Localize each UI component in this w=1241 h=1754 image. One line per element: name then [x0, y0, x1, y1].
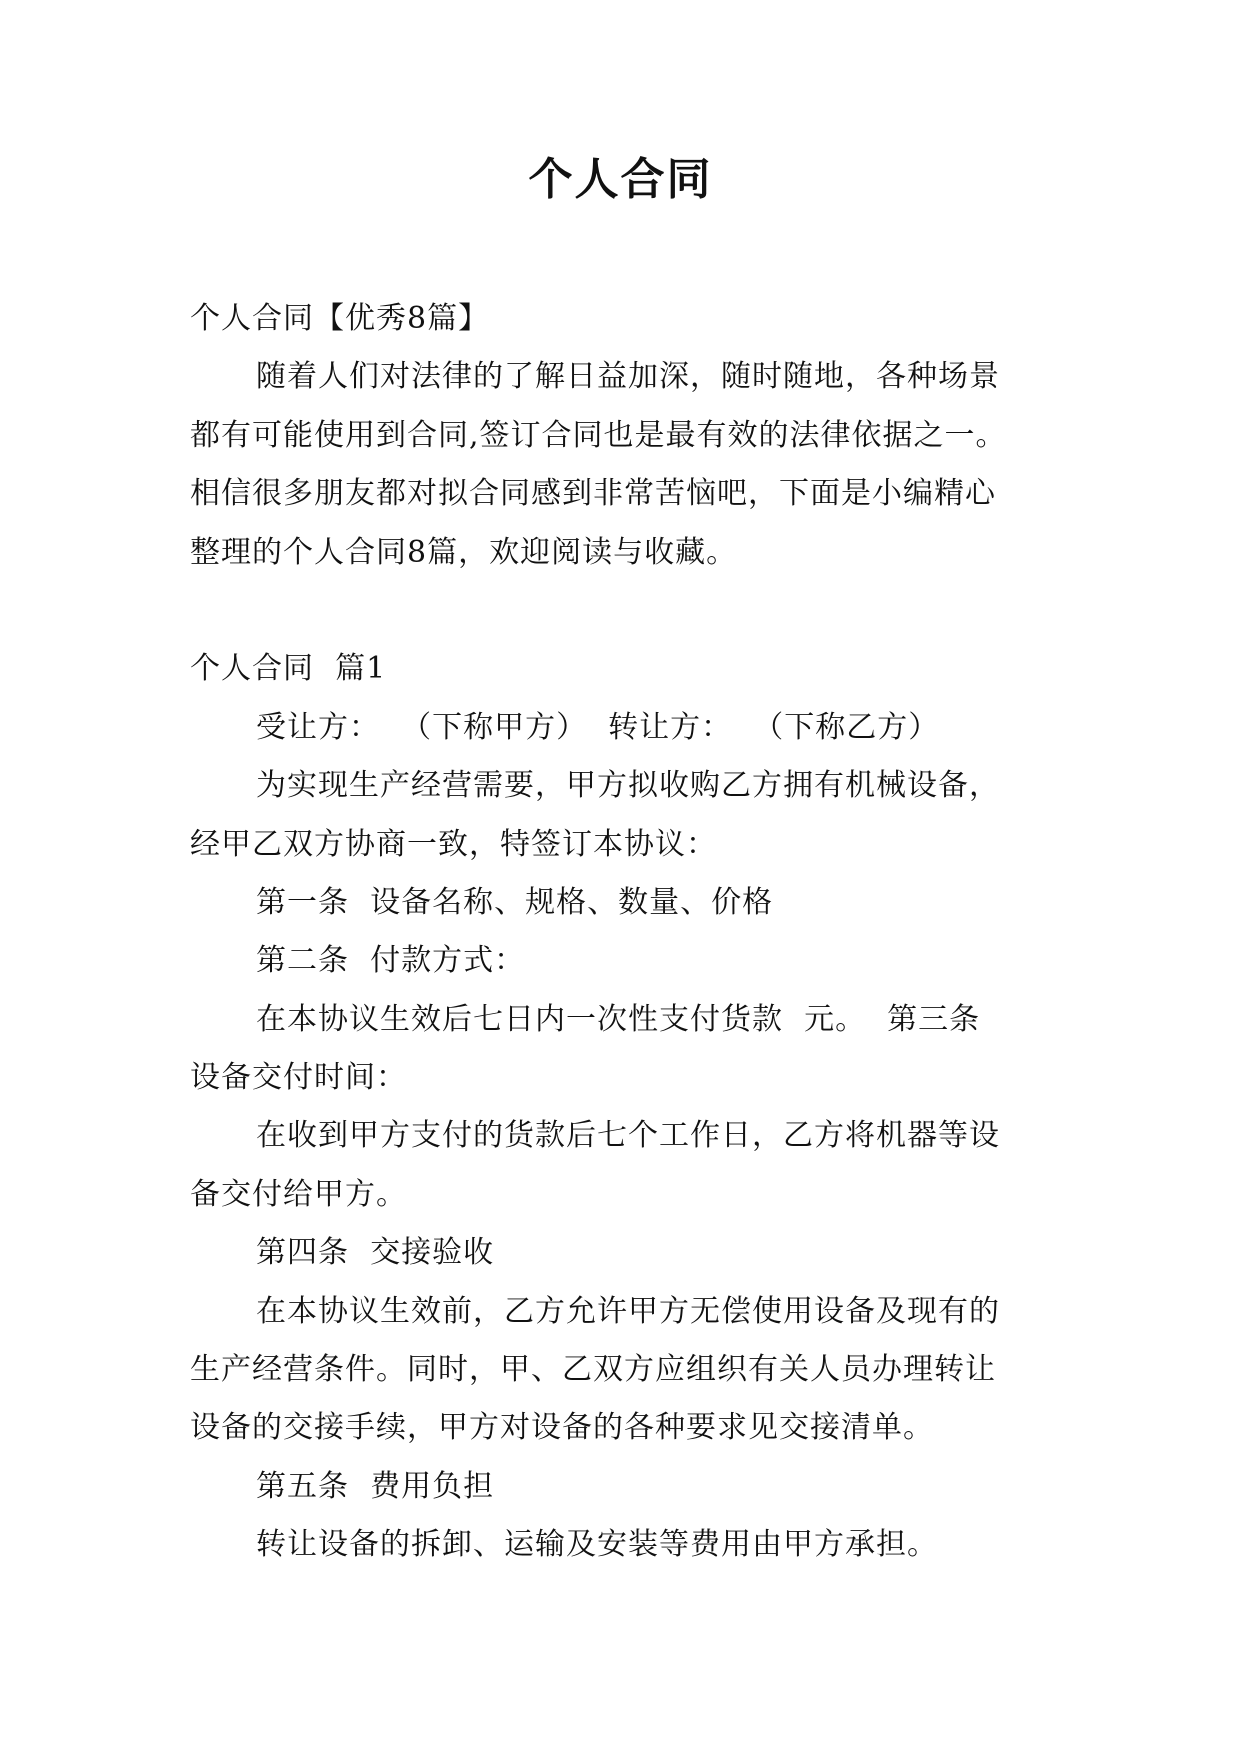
intro-line: 随着人们对法律的了解日益加深，随时随地，各种场景	[256, 359, 1000, 395]
document-subtitle: 个人合同【优秀8篇】	[190, 301, 490, 336]
section-line: 转让设备的拆卸、运输及安装等费用由甲方承担。	[256, 1527, 938, 1563]
section-line: 生产经营条件。同时，甲、乙双方应组织有关人员办理转让	[190, 1352, 996, 1388]
section-heading: 个人合同 篇1	[190, 651, 387, 687]
intro-line: 整理的个人合同8篇，欢迎阅读与收藏。	[190, 534, 738, 570]
paragraph-gap	[190, 582, 1052, 640]
section-line: 在收到甲方支付的货款后七个工作日，乙方将机器等设	[256, 1118, 1000, 1154]
section-line: 设备交付时间：	[190, 1060, 407, 1096]
section-line: 受让方： （下称甲方） 转让方： （下称乙方）	[256, 709, 940, 745]
document-body	[190, 290, 1052, 1575]
section-line: 第一条 设备名称、规格、数量、价格	[256, 884, 774, 920]
section-line: 第二条 付款方式：	[256, 943, 526, 979]
section-line: 在本协议生效后七日内一次性支付货款 元。 第三条	[256, 1001, 981, 1037]
intro-line: 都有可能使用到合同,签订合同也是最有效的法律依据之一。	[190, 417, 1007, 453]
section-line: 第五条 费用负担	[256, 1468, 495, 1504]
section-line: 设备的交接手续，甲方对设备的各种要求见交接清单。	[190, 1410, 934, 1446]
section-line: 为实现生产经营需要，甲方拟收购乙方拥有机械设备，	[256, 768, 1000, 804]
section-line: 在本协议生效前，乙方允许甲方无偿使用设备及现有的	[256, 1293, 1000, 1329]
section-line: 备交付给甲方。	[190, 1176, 407, 1212]
intro-line: 相信很多朋友都对拟合同感到非常苦恼吧，下面是小编精心	[190, 476, 996, 512]
section-line: 第四条 交接验收	[256, 1235, 495, 1271]
document-title: 个人合同	[528, 154, 713, 205]
section-line: 经甲乙双方协商一致，特签订本协议：	[190, 826, 717, 862]
